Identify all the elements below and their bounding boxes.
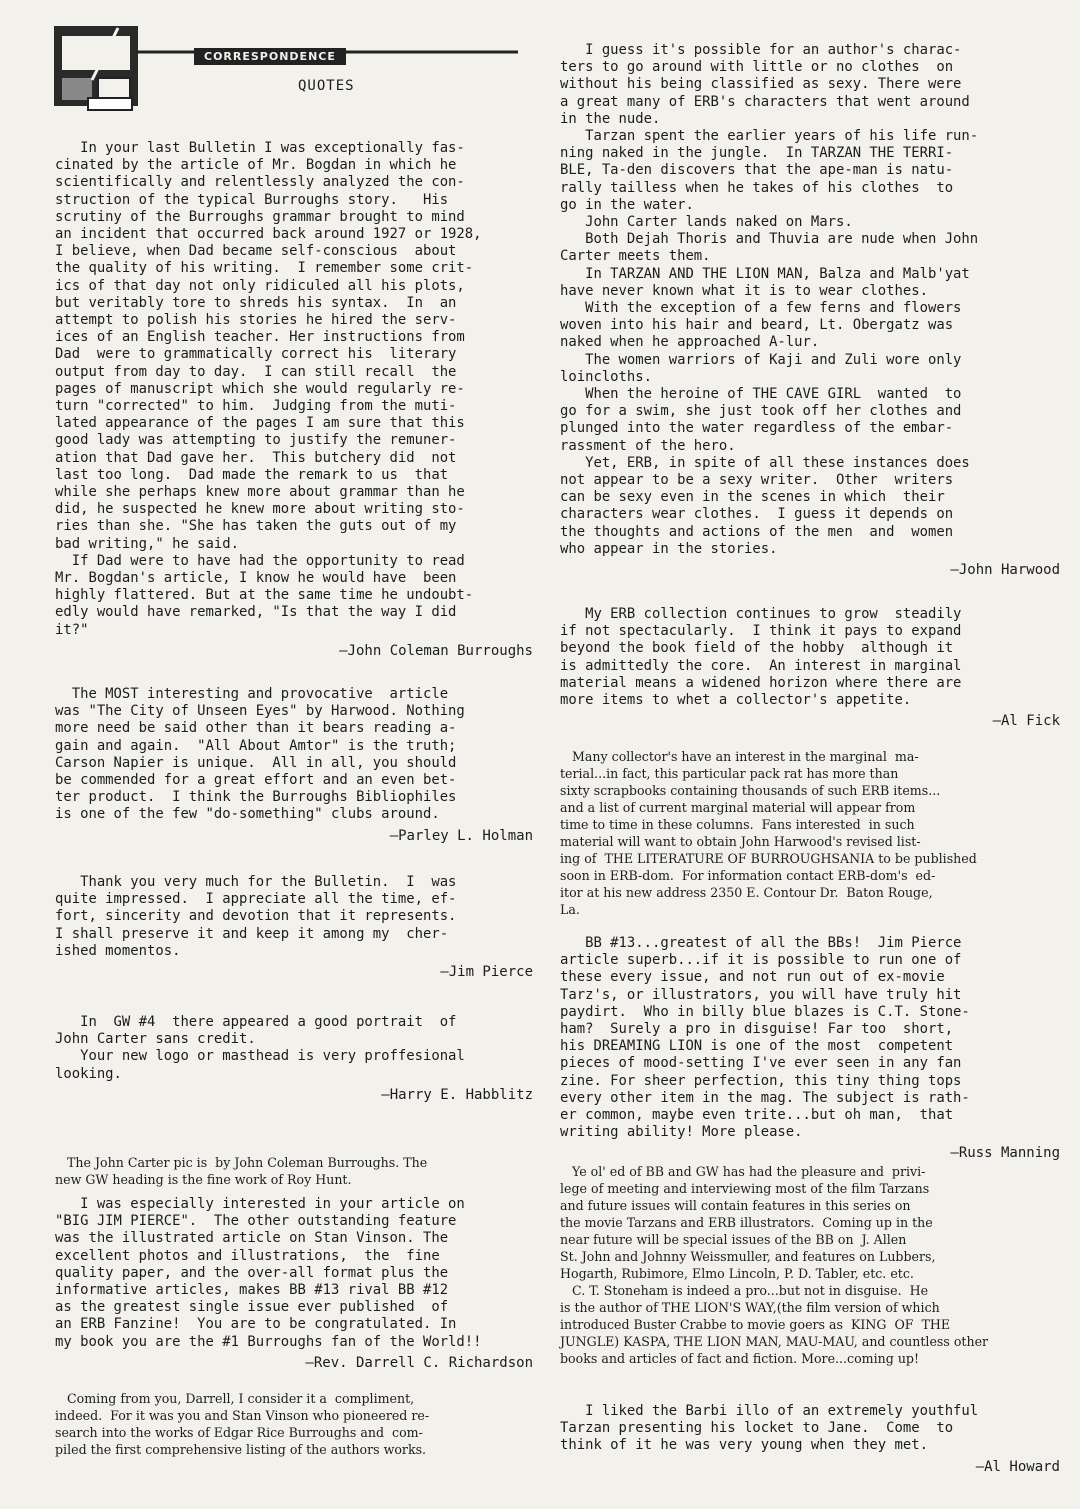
- text-line: The women warriors of Kaji and Zuli wore only: [560, 351, 962, 368]
- text-line: er common, maybe even trite...but oh man, that: [560, 1107, 954, 1124]
- letter: [55, 686, 533, 844]
- text-line: last too long. Dad made the remark to us that: [55, 466, 449, 483]
- masthead-drawing-icon: [48, 22, 528, 132]
- text-line: terial...in fact, this particular pack rat has more than: [560, 766, 899, 781]
- masthead: [48, 22, 528, 132]
- text-line: soon in ERB-dom. For information contact ERB-dom's ed-: [560, 868, 936, 883]
- text-line: sixty scrapbooks containing thousands of such ERB items...: [560, 783, 941, 798]
- text-line: itor at his new address 2350 E. Contour Dr. Baton Rouge,: [560, 885, 933, 900]
- text-line: material will want to obtain John Harwood's revised list-: [560, 834, 921, 849]
- signature: —Rev. Darrell C. Richardson: [305, 1354, 533, 1371]
- text-line: La.: [560, 902, 580, 917]
- text-line: C. T. Stoneham is indeed a pro...but not in disguise. He: [560, 1283, 929, 1298]
- text-line: writing ability! More please.: [560, 1124, 803, 1141]
- text-line: With the exception of a few ferns and flowers: [560, 300, 962, 317]
- text-line: in the nude.: [560, 110, 661, 127]
- letter: [55, 140, 533, 659]
- editor-note: [560, 748, 1060, 918]
- text-line: books and articles of fact and fiction. More...coming up!: [560, 1351, 920, 1366]
- text-line: the quality of his writing. I remember some crit-: [55, 260, 474, 277]
- letter: [560, 42, 1060, 578]
- text-line: My ERB collection continues to grow steadily: [560, 606, 962, 622]
- text-line: lated appearance of the pages I am sure that this: [55, 415, 465, 432]
- text-line: woven into his hair and beard, Lt. Obergatz was: [560, 317, 954, 334]
- text-line: while she perhaps knew more about grammar than he: [55, 484, 465, 501]
- text-line: John Carter lands naked on Mars.: [560, 214, 853, 231]
- text-line: paydirt. Who in billy blue blazes is C.T. Stone-: [560, 1003, 970, 1020]
- text-line: and future issues will contain features in this series on: [560, 1198, 911, 1213]
- text-line: piled the first comprehensive listing of the authors works.: [55, 1442, 427, 1457]
- text-line: was "The City of Unseen Eyes" by Harwood. Nothing: [55, 703, 465, 720]
- text-line: ation that Dad gave her. This butchery did not: [55, 449, 457, 466]
- text-line: lege of meeting and interviewing most of the film Tarzans: [560, 1181, 930, 1196]
- text-line: think of it he was very young when they met.: [560, 1437, 928, 1454]
- text-line: who appear in the stories.: [560, 540, 778, 557]
- text-line: John Carter sans credit.: [55, 1031, 256, 1048]
- text-line: naked when he approached A-lur.: [560, 334, 820, 351]
- text-line: time to time in these columns. Fans interested in such: [560, 817, 915, 832]
- text-line: if not spectacularly. I think it pays to expand: [560, 623, 962, 640]
- text-line: beyond the book field of the hobby although it: [560, 640, 954, 657]
- text-line: ing of THE LITERATURE OF BURROUGHSANIA to be published: [560, 851, 977, 866]
- text-line: I shall preserve it and keep it among my cher-: [55, 925, 449, 942]
- text-line: In your last Bulletin I was exceptionally fas-: [55, 140, 465, 156]
- text-line: is admittedly the core. An interest in marginal: [560, 657, 962, 674]
- text-line: pages of manuscript which she would regularly re-: [55, 380, 465, 397]
- text-line: Yet, ERB, in spite of all these instances does: [560, 454, 970, 471]
- text-line: an ERB Fanzine! You are to be congratulated. In: [55, 1316, 457, 1333]
- text-line: looking.: [55, 1065, 122, 1082]
- signature: —John Coleman Burroughs: [339, 642, 533, 659]
- text-line: plunged into the water regardless of the embar-: [560, 420, 954, 437]
- text-line: In TARZAN AND THE LION MAN, Balza and Malb'yat: [560, 265, 970, 282]
- text-line: more items to whet a collector's appetite.: [560, 692, 912, 709]
- text-line: an incident that occurred back around 1927 or 1928,: [55, 226, 482, 243]
- text-line: gain and again. "All About Amtor" is the truth;: [55, 737, 457, 754]
- text-line: rally tailless when he takes of his clothes to: [560, 179, 954, 196]
- text-line: Many collector's have an interest in the marginal ma-: [560, 749, 919, 764]
- section-subtitle: QUOTES: [298, 78, 355, 94]
- signature: —Jim Pierce: [440, 964, 533, 981]
- text-line: informative articles, makes BB #13 rival BB #12: [55, 1282, 449, 1299]
- section-label: CORRESPONDENCE: [194, 48, 346, 65]
- text-line: ters to go around with little or no clothes on: [560, 59, 954, 76]
- signature: —Al Fick: [992, 713, 1060, 730]
- text-line: article superb...if it is possible to run one of: [560, 952, 962, 969]
- text-line: scientifically and relentlessly analyzed the con-: [55, 174, 465, 191]
- text-line: Thank you very much for the Bulletin. I was: [55, 874, 457, 890]
- text-line: I was especially interested in your article on: [55, 1196, 465, 1212]
- text-line: scrutiny of the Burroughs grammar brought to mind: [55, 208, 465, 225]
- text-line: Carson Napier is unique. All in all, you should: [55, 754, 457, 771]
- text-line: Tarz's, or illustrators, you will have truly hit: [560, 986, 962, 1003]
- text-line: characters wear clothes. I guess it depends on: [560, 506, 954, 523]
- text-line: quite impressed. I appreciate all the time, ef-: [55, 891, 457, 908]
- text-line: rassment of the hero.: [560, 437, 736, 454]
- text-line: bad writing," he said.: [55, 535, 239, 552]
- text-line: I believe, when Dad became self-conscious about: [55, 243, 457, 260]
- text-line: go in the water.: [560, 196, 694, 213]
- text-line: the thoughts and actions of the men and women: [560, 523, 954, 540]
- text-line: highly flattered. But at the same time he undoubt-: [55, 587, 474, 604]
- text-line: ices of an English teacher. Her instructions from: [55, 329, 465, 346]
- text-line: and a list of current marginal material will appear from: [560, 800, 916, 815]
- text-line: struction of the typical Burroughs story. His: [55, 191, 449, 208]
- text-line: excellent photos and illustrations, the fine: [55, 1247, 440, 1264]
- text-line: is one of the few "do-something" clubs around.: [55, 806, 440, 823]
- text-line: my book you are the #1 Burroughs fan of the World!!: [55, 1333, 482, 1350]
- text-line: Ye ol' ed of BB and GW has had the pleasure and privi-: [560, 1164, 926, 1179]
- text-line: BLE, Ta-den discovers that the ape-man is natu-: [560, 162, 954, 179]
- signature: —Parley L. Holman: [389, 827, 533, 844]
- text-line: edly would have remarked, "Is that the way I did: [55, 604, 457, 621]
- letter: [560, 1403, 1060, 1475]
- text-line: his DREAMING LION is one of the most competent: [560, 1038, 954, 1055]
- text-line: without his being classified as sexy. There were: [560, 76, 962, 93]
- text-line: Carter meets them.: [560, 248, 711, 265]
- text-line: was the illustrated article on Stan Vinson. The: [55, 1230, 449, 1247]
- text-line: search into the works of Edgar Rice Burroughs and com-: [55, 1425, 423, 1440]
- text-line: If Dad were to have had the opportunity to read: [55, 552, 465, 569]
- text-line: near future will be special issues of the BB on J. Allen: [560, 1232, 907, 1247]
- text-line: Mr. Bogdan's article, I know he would have been: [55, 570, 457, 587]
- text-line: In GW #4 there appeared a good portrait of: [55, 1014, 457, 1030]
- signature: —John Harwood: [950, 562, 1060, 579]
- text-line: be commended for a great effort and an even bet-: [55, 772, 457, 789]
- text-line: can be sexy even in the scenes in which their: [560, 489, 945, 506]
- letter: [55, 874, 533, 980]
- text-line: did, he suspected he knew more about writing sto-: [55, 501, 465, 518]
- text-line: good lady was attempting to justify the remuner-: [55, 432, 457, 449]
- editor-note: [55, 1154, 533, 1188]
- text-line: The John Carter pic is by John Coleman Burroughs. The: [55, 1155, 428, 1170]
- text-line: a great many of ERB's characters that went around: [560, 93, 970, 110]
- text-line: go for a swim, she just took off her clothes and: [560, 403, 962, 420]
- text-line: indeed. For it was you and Stan Vinson who pioneered re-: [55, 1408, 430, 1423]
- text-line: quality paper, and the over-all format plus the: [55, 1264, 449, 1281]
- text-line: ning naked in the jungle. In TARZAN THE TERRI-: [560, 145, 954, 162]
- text-line: Tarzan spent the earlier years of his life run-: [560, 128, 979, 145]
- text-line: ries than she. "She has taken the guts out of my: [55, 518, 457, 535]
- editor-note: [55, 1390, 533, 1458]
- text-line: Your new logo or masthead is very proffesional: [55, 1048, 465, 1065]
- text-line: have never known what it is to wear clothes.: [560, 282, 928, 299]
- text-line: is the author of THE LION'S WAY,(the film version of which: [560, 1300, 940, 1315]
- text-line: ished momentos.: [55, 942, 181, 959]
- text-line: pieces of mood-setting I've ever seen in any fan: [560, 1055, 962, 1072]
- text-line: Dad were to grammatically correct his literary: [55, 346, 457, 363]
- text-line: material means a widened horizon where there are: [560, 674, 962, 691]
- text-line: I guess it's possible for an author's charac-: [560, 42, 962, 58]
- text-line: every other item in the mag. The subject is rath-: [560, 1089, 970, 1106]
- editor-note: [560, 1163, 1060, 1367]
- text-line: more need be said other than it bears reading a-: [55, 720, 457, 737]
- text-line: Tarzan presenting his locket to Jane. Come to: [560, 1420, 954, 1437]
- text-line: these every issue, and not run out of ex-movie: [560, 969, 945, 986]
- text-line: the movie Tarzans and ERB illustrators. Coming up in the: [560, 1215, 933, 1230]
- text-line: fort, sincerity and devotion that it represents.: [55, 908, 457, 925]
- text-line: cinated by the article of Mr. Bogdan in which he: [55, 157, 457, 174]
- text-line: Coming from you, Darrell, I consider it a compliment,: [55, 1391, 415, 1406]
- letter: [560, 935, 1060, 1161]
- text-line: ham? Surely a pro in disguise! Far too short,: [560, 1021, 954, 1038]
- signature: —Al Howard: [975, 1458, 1060, 1475]
- text-line: JUNGLE) KASPA, THE LION MAN, MAU-MAU, and countless other: [560, 1334, 989, 1349]
- text-line: but veritably tore to shreds his syntax. In an: [55, 294, 457, 311]
- text-line: I liked the Barbi illo of an extremely youthful: [560, 1403, 979, 1419]
- text-line: zine. For sheer perfection, this tiny thing tops: [560, 1072, 962, 1089]
- letter: [55, 1196, 533, 1371]
- text-line: Both Dejah Thoris and Thuvia are nude when John: [560, 231, 979, 248]
- text-line: ics of that day not only ridiculed all his plots,: [55, 277, 465, 294]
- text-line: output from day to day. I can still recall the: [55, 363, 457, 380]
- text-line: When the heroine of THE CAVE GIRL wanted to: [560, 386, 962, 403]
- text-line: introduced Buster Crabbe to movie goers as KING OF THE: [560, 1317, 951, 1332]
- signature: —Harry E. Habblitz: [381, 1086, 533, 1103]
- text-line: not appear to be a sexy writer. Other writers: [560, 472, 954, 489]
- letter: [55, 1014, 533, 1103]
- text-line: loincloths.: [560, 368, 652, 385]
- text-line: The MOST interesting and provocative article: [55, 686, 449, 702]
- text-line: it?": [55, 621, 89, 638]
- text-line: St. John and Johnny Weissmuller, and features on Lubbers,: [560, 1249, 936, 1264]
- text-line: Hogarth, Rubimore, Elmo Lincoln, P. D. Tabler, etc. etc.: [560, 1266, 914, 1281]
- signature: —Russ Manning: [950, 1145, 1060, 1162]
- text-line: ter product. I think the Burroughs Bibliophiles: [55, 789, 457, 806]
- text-line: new GW heading is the fine work of Roy Hunt.: [55, 1172, 352, 1187]
- text-line: as the greatest single issue ever published of: [55, 1299, 449, 1316]
- text-line: "BIG JIM PIERCE". The other outstanding feature: [55, 1213, 457, 1230]
- text-line: turn "corrected" to him. Judging from the muti-: [55, 398, 457, 415]
- text-line: BB #13...greatest of all the BBs! Jim Pierce: [560, 935, 962, 951]
- letter: [560, 606, 1060, 729]
- text-line: attempt to polish his stories he hired the serv-: [55, 312, 457, 329]
